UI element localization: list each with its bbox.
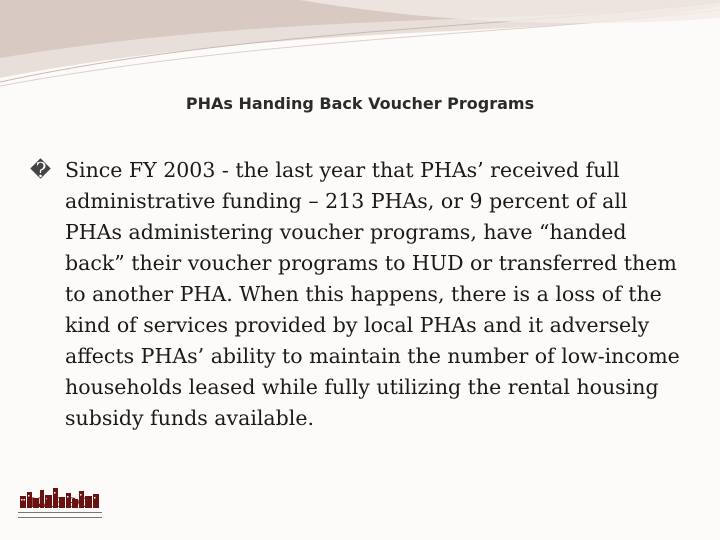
bullet-text: Since FY 2003 - the last year that PHAs’ received full administrative funding – 213 PHAs, or 9 percent of all PHAs administering voucher programs, have “handed back” their voucher programs to HUD or transferred them to another PHA. When this happens, there is a loss of the kind of services provided by local PHAs and it adversely affects PHAs’ ability to maintain the number of low-income households leased while fully utilizing the rental housing subsidy funds available. [65, 158, 680, 430]
slide-title: PHAs Handing Back Voucher Programs [185, 94, 535, 113]
decorative-header-swoosh [0, 0, 720, 90]
bullet-icon: � [30, 158, 52, 182]
nahro-logo-tagline-rule [18, 512, 102, 518]
nahro-logo-text: NAHRO [30, 496, 90, 511]
slide-body [30, 155, 690, 434]
bullet-paragraph [30, 155, 690, 434]
